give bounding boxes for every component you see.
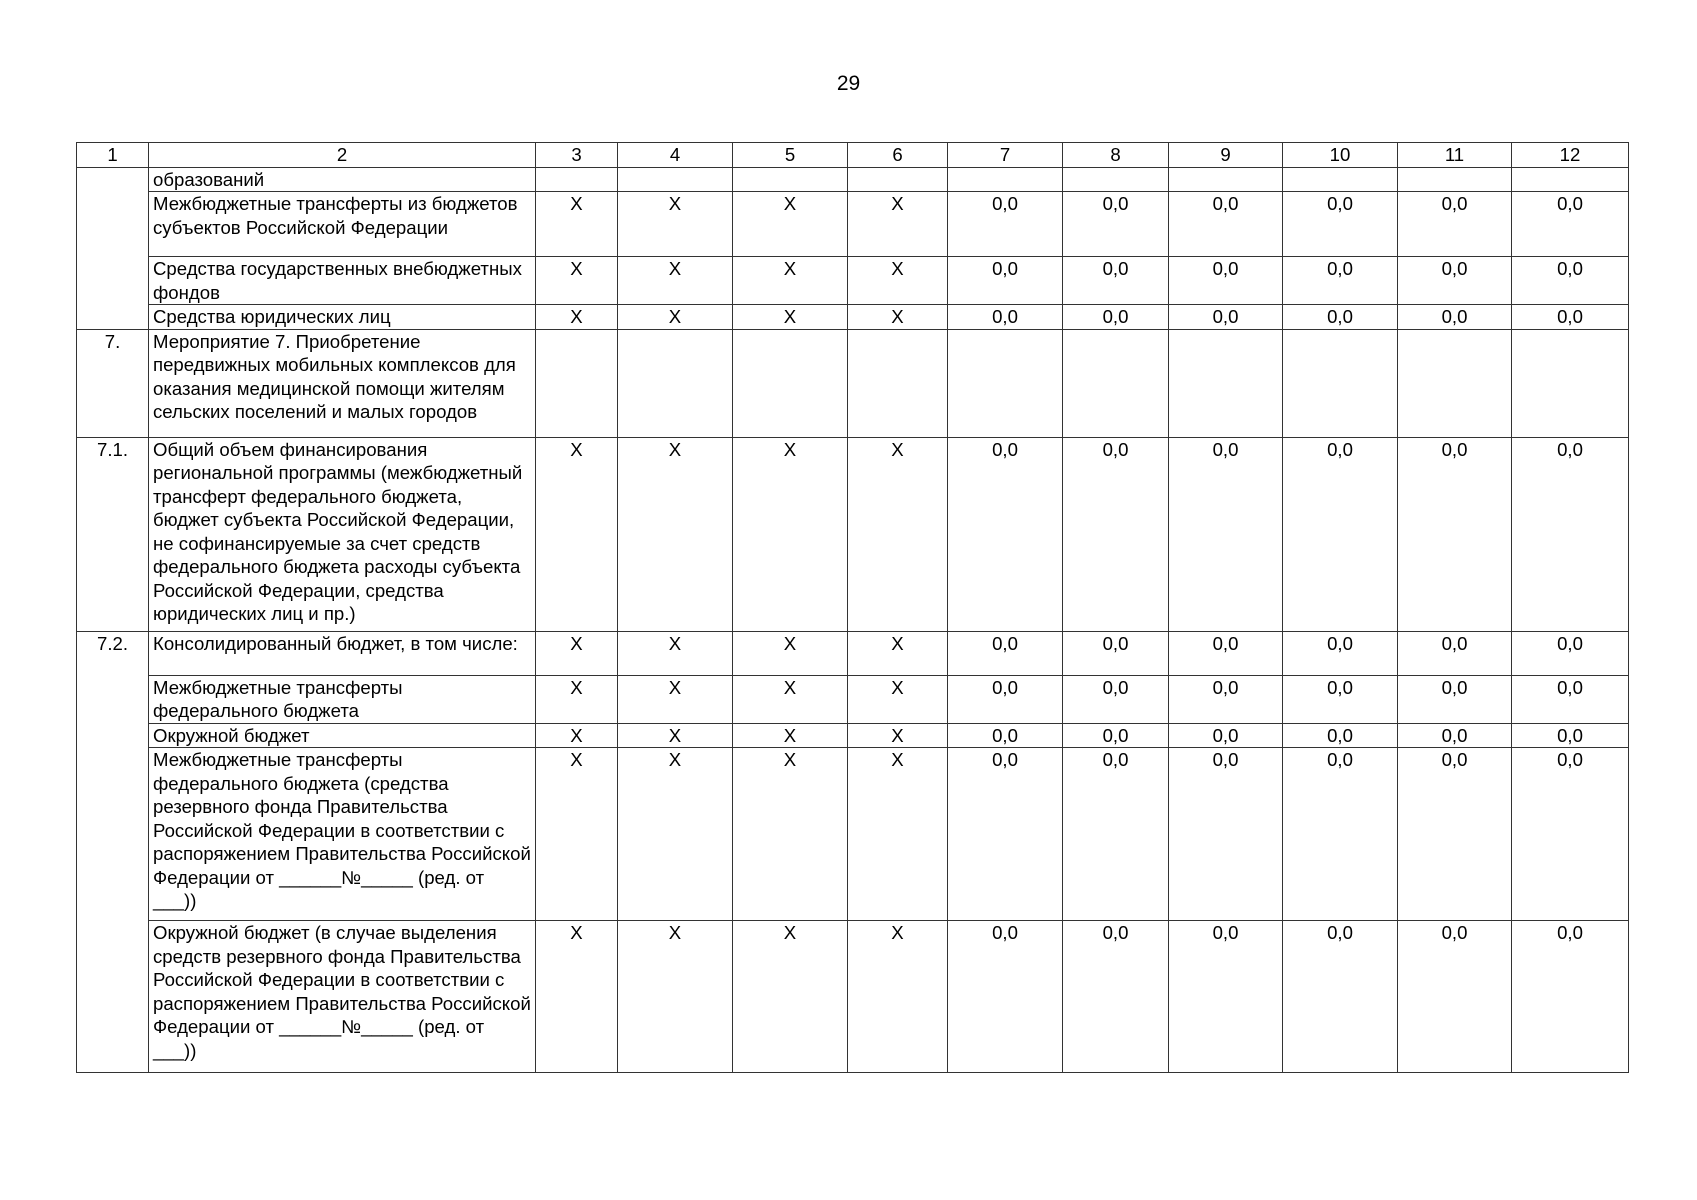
row-label-cell: Межбюджетные трансферты федерального бюджета (средства резервного фонда Правительства Российской Федерации в соответствии с распоряжением Правительства Российской Федерации от ______№_____ (ред. от ___)) xyxy=(149,748,536,921)
mark-cell: X xyxy=(848,921,948,1073)
value-cell: 0,0 xyxy=(1063,921,1169,1073)
value-cell xyxy=(1283,167,1398,192)
value-cell: 0,0 xyxy=(1512,257,1629,305)
header-cell: 3 xyxy=(536,143,618,168)
mark-cell: X xyxy=(618,675,733,723)
table-row xyxy=(77,257,1629,305)
mark-cell: X xyxy=(733,305,848,330)
row-label-cell: Межбюджетные трансферты федерального бюджета xyxy=(149,675,536,723)
header-cell: 1 xyxy=(77,143,149,168)
mark-cell: X xyxy=(733,257,848,305)
mark-cell: X xyxy=(536,437,618,631)
mark-cell: X xyxy=(536,748,618,921)
value-cell: 0,0 xyxy=(1512,631,1629,675)
table-row xyxy=(77,631,1629,675)
value-cell: 0,0 xyxy=(1063,675,1169,723)
mark-cell: X xyxy=(848,437,948,631)
value-cell: 0,0 xyxy=(1063,631,1169,675)
value-cell xyxy=(1063,329,1169,437)
value-cell xyxy=(1512,167,1629,192)
value-cell: 0,0 xyxy=(1283,437,1398,631)
mark-cell: X xyxy=(733,192,848,257)
value-cell: 0,0 xyxy=(1398,675,1512,723)
value-cell: 0,0 xyxy=(948,192,1063,257)
row-label-cell: Окружной бюджет (в случае выделения средств резервного фонда Правительства Российской Федерации в соответствии с распоряжением Правительства Российской Федерации от ______№_____ (ред. от ___)) xyxy=(149,921,536,1073)
value-cell: 0,0 xyxy=(1169,257,1283,305)
table-row xyxy=(77,723,1629,748)
mark-cell: X xyxy=(848,631,948,675)
value-cell: 0,0 xyxy=(1063,192,1169,257)
mark-cell xyxy=(536,167,618,192)
header-cell: 7 xyxy=(948,143,1063,168)
value-cell: 0,0 xyxy=(1283,257,1398,305)
value-cell: 0,0 xyxy=(1063,748,1169,921)
mark-cell xyxy=(733,167,848,192)
value-cell: 0,0 xyxy=(1398,192,1512,257)
value-cell: 0,0 xyxy=(1512,748,1629,921)
header-cell: 10 xyxy=(1283,143,1398,168)
table-row xyxy=(77,192,1629,257)
mark-cell: X xyxy=(848,723,948,748)
mark-cell: X xyxy=(536,723,618,748)
value-cell: 0,0 xyxy=(1283,748,1398,921)
value-cell xyxy=(1169,167,1283,192)
value-cell: 0,0 xyxy=(1063,437,1169,631)
row-label-cell: Мероприятие 7. Приобретение передвижных мобильных комплексов для оказания медицинской помощи жителям сельских поселений и малых городов xyxy=(149,329,536,437)
mark-cell: X xyxy=(733,631,848,675)
table-row xyxy=(77,675,1629,723)
mark-cell xyxy=(618,329,733,437)
row-label-cell: образований xyxy=(149,167,536,192)
value-cell: 0,0 xyxy=(948,921,1063,1073)
mark-cell: X xyxy=(618,631,733,675)
value-cell xyxy=(1283,329,1398,437)
mark-cell: X xyxy=(536,257,618,305)
value-cell: 0,0 xyxy=(1063,257,1169,305)
header-cell: 8 xyxy=(1063,143,1169,168)
mark-cell: X xyxy=(618,257,733,305)
value-cell xyxy=(1063,167,1169,192)
mark-cell: X xyxy=(848,257,948,305)
row-number-cell: 7.1. xyxy=(77,437,149,631)
value-cell: 0,0 xyxy=(1512,192,1629,257)
table-row xyxy=(77,748,1629,921)
row-label-cell: Средства государственных внебюджетных фондов xyxy=(149,257,536,305)
mark-cell: X xyxy=(618,921,733,1073)
row-number-cell: 7.2. xyxy=(77,631,149,1073)
value-cell: 0,0 xyxy=(1063,723,1169,748)
value-cell: 0,0 xyxy=(948,748,1063,921)
value-cell: 0,0 xyxy=(948,631,1063,675)
mark-cell: X xyxy=(848,748,948,921)
row-label-cell: Межбюджетные трансферты из бюджетов субъектов Российской Федерации xyxy=(149,192,536,257)
mark-cell: X xyxy=(733,675,848,723)
value-cell: 0,0 xyxy=(1283,305,1398,330)
header-cell: 11 xyxy=(1398,143,1512,168)
budget-table xyxy=(76,142,1629,1073)
table-body xyxy=(77,167,1629,1073)
table-row xyxy=(77,437,1629,631)
mark-cell: X xyxy=(536,631,618,675)
value-cell: 0,0 xyxy=(1283,631,1398,675)
mark-cell: X xyxy=(618,437,733,631)
mark-cell: X xyxy=(536,192,618,257)
value-cell xyxy=(1169,329,1283,437)
table-row xyxy=(77,921,1629,1073)
header-cell: 12 xyxy=(1512,143,1629,168)
value-cell: 0,0 xyxy=(1398,437,1512,631)
value-cell: 0,0 xyxy=(1169,305,1283,330)
value-cell: 0,0 xyxy=(1398,748,1512,921)
mark-cell: X xyxy=(618,723,733,748)
row-label-cell: Средства юридических лиц xyxy=(149,305,536,330)
row-label-cell: Консолидированный бюджет, в том числе: xyxy=(149,631,536,675)
page-number: 29 xyxy=(836,72,861,95)
header-cell: 4 xyxy=(618,143,733,168)
value-cell: 0,0 xyxy=(1398,631,1512,675)
header-cell: 6 xyxy=(848,143,948,168)
value-cell: 0,0 xyxy=(948,257,1063,305)
mark-cell: X xyxy=(848,192,948,257)
value-cell xyxy=(948,167,1063,192)
value-cell: 0,0 xyxy=(1169,631,1283,675)
header-cell: 5 xyxy=(733,143,848,168)
value-cell: 0,0 xyxy=(1512,305,1629,330)
value-cell: 0,0 xyxy=(1512,921,1629,1073)
value-cell: 0,0 xyxy=(1283,921,1398,1073)
table-row xyxy=(77,167,1629,192)
value-cell: 0,0 xyxy=(1283,675,1398,723)
mark-cell xyxy=(536,329,618,437)
value-cell: 0,0 xyxy=(1169,748,1283,921)
value-cell: 0,0 xyxy=(948,305,1063,330)
value-cell: 0,0 xyxy=(1512,437,1629,631)
value-cell: 0,0 xyxy=(1063,305,1169,330)
mark-cell: X xyxy=(536,921,618,1073)
mark-cell: X xyxy=(536,675,618,723)
value-cell: 0,0 xyxy=(948,675,1063,723)
mark-cell: X xyxy=(848,675,948,723)
value-cell: 0,0 xyxy=(1512,675,1629,723)
value-cell: 0,0 xyxy=(1398,305,1512,330)
value-cell: 0,0 xyxy=(1283,723,1398,748)
value-cell: 0,0 xyxy=(948,723,1063,748)
value-cell xyxy=(948,329,1063,437)
row-label-cell: Общий объем финансирования региональной программы (межбюджетный трансферт федерального бюджета, бюджет субъекта Российской Федерации, не софинансируемые за счет средств федерального бюджета расходы субъекта Российской Федерации, средства юридических лиц и пр.) xyxy=(149,437,536,631)
value-cell: 0,0 xyxy=(948,437,1063,631)
row-label-cell: Окружной бюджет xyxy=(149,723,536,748)
mark-cell: X xyxy=(618,305,733,330)
value-cell: 0,0 xyxy=(1169,437,1283,631)
value-cell: 0,0 xyxy=(1398,257,1512,305)
header-row xyxy=(77,143,1629,168)
value-cell xyxy=(1398,329,1512,437)
value-cell xyxy=(1512,329,1629,437)
header-cell: 9 xyxy=(1169,143,1283,168)
mark-cell xyxy=(848,329,948,437)
row-number-cell: 7. xyxy=(77,329,149,437)
row-number-cell xyxy=(77,167,149,329)
table-row xyxy=(77,305,1629,330)
mark-cell: X xyxy=(618,192,733,257)
mark-cell: X xyxy=(733,921,848,1073)
value-cell: 0,0 xyxy=(1398,723,1512,748)
mark-cell: X xyxy=(733,437,848,631)
mark-cell: X xyxy=(618,748,733,921)
header-cell: 2 xyxy=(149,143,536,168)
mark-cell: X xyxy=(733,723,848,748)
value-cell: 0,0 xyxy=(1169,723,1283,748)
mark-cell xyxy=(733,329,848,437)
value-cell: 0,0 xyxy=(1169,192,1283,257)
table-row xyxy=(77,329,1629,437)
value-cell: 0,0 xyxy=(1512,723,1629,748)
value-cell: 0,0 xyxy=(1169,675,1283,723)
mark-cell: X xyxy=(536,305,618,330)
value-cell: 0,0 xyxy=(1283,192,1398,257)
mark-cell: X xyxy=(848,305,948,330)
value-cell: 0,0 xyxy=(1169,921,1283,1073)
mark-cell: X xyxy=(733,748,848,921)
mark-cell xyxy=(848,167,948,192)
value-cell xyxy=(1398,167,1512,192)
mark-cell xyxy=(618,167,733,192)
value-cell: 0,0 xyxy=(1398,921,1512,1073)
